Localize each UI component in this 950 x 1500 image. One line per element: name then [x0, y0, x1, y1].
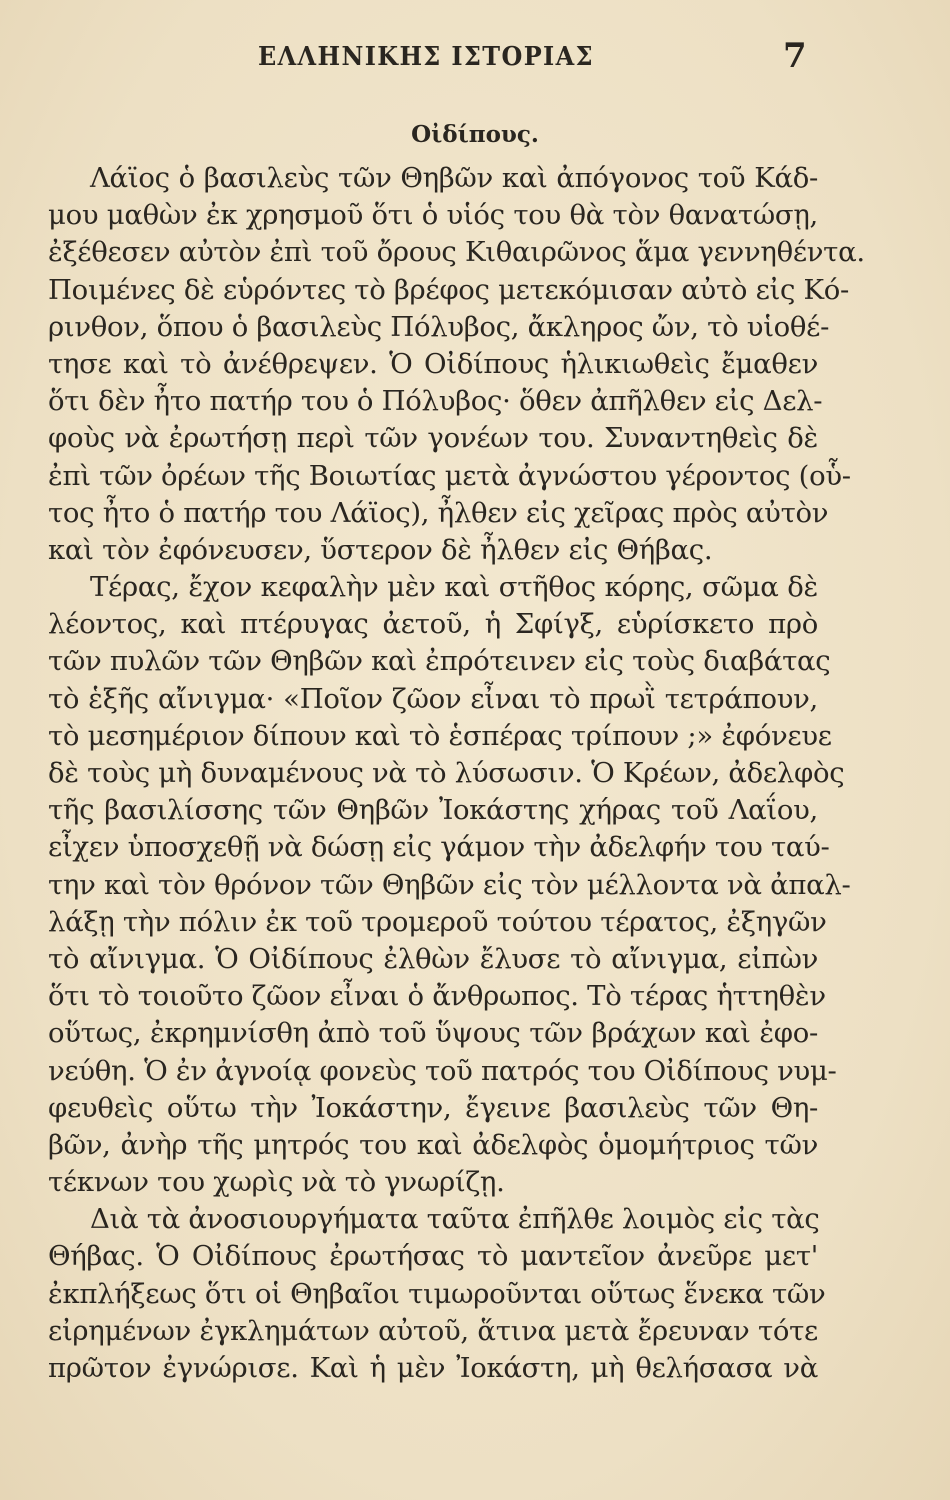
text-line: τὸ ἑξῆς αἴνιγμα· «Ποῖον ζῶον εἶναι τὸ πρωῒ τετράπουν, [48, 682, 818, 715]
text-line: τέκνων του χωρὶς νὰ τὸ γνωρίζῃ. [48, 1166, 505, 1199]
text-line: φευθεὶς οὕτω τὴν Ἰοκάστην, ἔγεινε βασιλεὺς τῶν Θη- [48, 1091, 818, 1124]
text-line: τὸ αἴνιγμα. Ὁ Οἰδίπους ἐλθὼν ἔλυσε τὸ αἴνιγμα, εἰπὼν [48, 942, 818, 975]
text-line: τησε καὶ τὸ ἀνέθρεψεν. Ὁ Οἰδίπους ἡλικιωθεὶς ἔμαθεν [48, 347, 818, 380]
text-line: λάξῃ τὴν πόλιν ἐκ τοῦ τρομεροῦ τούτου τέρατος, ἐξηγῶν [48, 905, 827, 938]
text-line: λέοντος, καὶ πτέρυγας ἀετοῦ, ἡ Σφίγξ, εὑρίσκετο πρὸ [48, 608, 818, 641]
text-line: δὲ τοὺς μὴ δυναμένους νὰ τὸ λύσωσιν. Ὁ Κρέων, ἀδελφὸς [48, 757, 845, 789]
section-title: Οἰδίπους. [411, 121, 539, 148]
text-line: εἶχεν ὑποσχεθῇ νὰ δώσῃ εἰς γάμον τὴν ἀδελφήν του ταύ- [48, 831, 830, 864]
text-line: Ποιμένες δὲ εὑρόντες τὸ βρέφος μετεκόμισαν αὐτὸ εἰς Κό- [48, 273, 850, 306]
text-line: ἐκπλήξεως ὅτι οἱ Θηβαῖοι τιμωροῦνται οὕτως ἕνεκα τῶν [48, 1277, 826, 1310]
text-line: οὕτως, ἐκρημνίσθη ἀπὸ τοῦ ὕψους τῶν βράχων καὶ ἐφο- [48, 1017, 818, 1050]
running-head [0, 36, 950, 82]
text-line: ἐπὶ τῶν ὀρέων τῆς Βοιωτίας μετὰ ἀγνώστου γέροντος (οὗ- [48, 459, 851, 492]
text-line: τῆς βασιλίσσης τῶν Θηβῶν Ἰοκάστης χήρας τοῦ Λαΐου, [48, 794, 818, 827]
text-line: εἰρημένων ἐγκλημάτων αὐτοῦ, ἅτινα μετὰ ἔρευναν τότε [48, 1314, 818, 1347]
text-line: ὅτι δὲν ἦτο πατήρ του ὁ Πόλυβος· ὅθεν ἀπῆλθεν εἰς Δελ- [48, 385, 823, 418]
text-line: μου μαθὼν ἐκ χρησμοῦ ὅτι ὁ υἱός του θὰ τὸν θανατώσῃ, [48, 199, 818, 232]
text-line: νεύθη. Ὁ ἐν ἀγνοίᾳ φονεὺς τοῦ πατρός του Οἰδίπους νυμ- [48, 1054, 837, 1087]
text-line: τὸ μεσημέριον δίπουν καὶ τὸ ἑσπέρας τρίπουν ;» ἐφόνευε [48, 719, 832, 752]
text-line: Λάϊος ὁ βασιλεὺς τῶν Θηβῶν καὶ ἀπόγονος τοῦ Κάδ- [90, 162, 818, 194]
text-line: Θήβας. Ὁ Οἰδίπους ἐρωτήσας τὸ μαντεῖον ἀνεῦρε μετ' [48, 1240, 818, 1273]
text-line: την καὶ τὸν θρόνον τῶν Θηβῶν εἰς τὸν μέλλοντα νὰ ἀπαλ- [48, 868, 851, 901]
body-text [48, 160, 865, 1387]
text-line: φοὺς νὰ ἐρωτήσῃ περὶ τῶν γονέων του. Συναντηθεὶς δὲ [48, 422, 818, 455]
text-line: ρινθον, ὅπου ὁ βασιλεὺς Πόλυβος, ἄκληρος ὤν, τὸ υἱοθέ- [48, 310, 830, 343]
text-line: Τέρας, ἔχον κεφαλὴν μὲν καὶ στῆθος κόρης, σῶμα δὲ [90, 571, 818, 604]
text-line: Διὰ τὰ ἀνοσιουργήματα ταῦτα ἐπῆλθε λοιμὸς εἰς τὰς [90, 1203, 820, 1236]
text-line: τος ἦτο ὁ πατήρ του Λάϊος), ἦλθεν εἰς χεῖρας πρὸς αὐτὸν [48, 496, 829, 529]
text-line: ἐξέθεσεν αὐτὸν ἐπὶ τοῦ ὄρους Κιθαιρῶνος ἅμα γεννηθέντα. [48, 236, 865, 269]
page-number: 7 [783, 36, 807, 76]
running-head-title: ΕΛΛΗΝΙΚΗΣ ΙΣΤΟΡΙΑΣ [258, 42, 594, 72]
text-line: καὶ τὸν ἐφόνευσεν, ὕστερον δὲ ἦλθεν εἰς Θήβας. [48, 533, 713, 566]
text-line: πρῶτον ἐγνώρισε. Καὶ ἡ μὲν Ἰοκάστη, μὴ θελήσασα νὰ [48, 1352, 818, 1384]
text-line: τῶν πυλῶν τῶν Θηβῶν καὶ ἐπρότεινεν εἰς τοὺς διαβάτας [48, 645, 831, 678]
text-line: βῶν, ἀνὴρ τῆς μητρός του καὶ ἀδελφὸς ὁμομήτριος τῶν [48, 1128, 818, 1161]
text-line: ὅτι τὸ τοιοῦτο ζῶον εἶναι ὁ ἄνθρωπος. Τὸ τέρας ἡττηθὲν [48, 980, 826, 1013]
